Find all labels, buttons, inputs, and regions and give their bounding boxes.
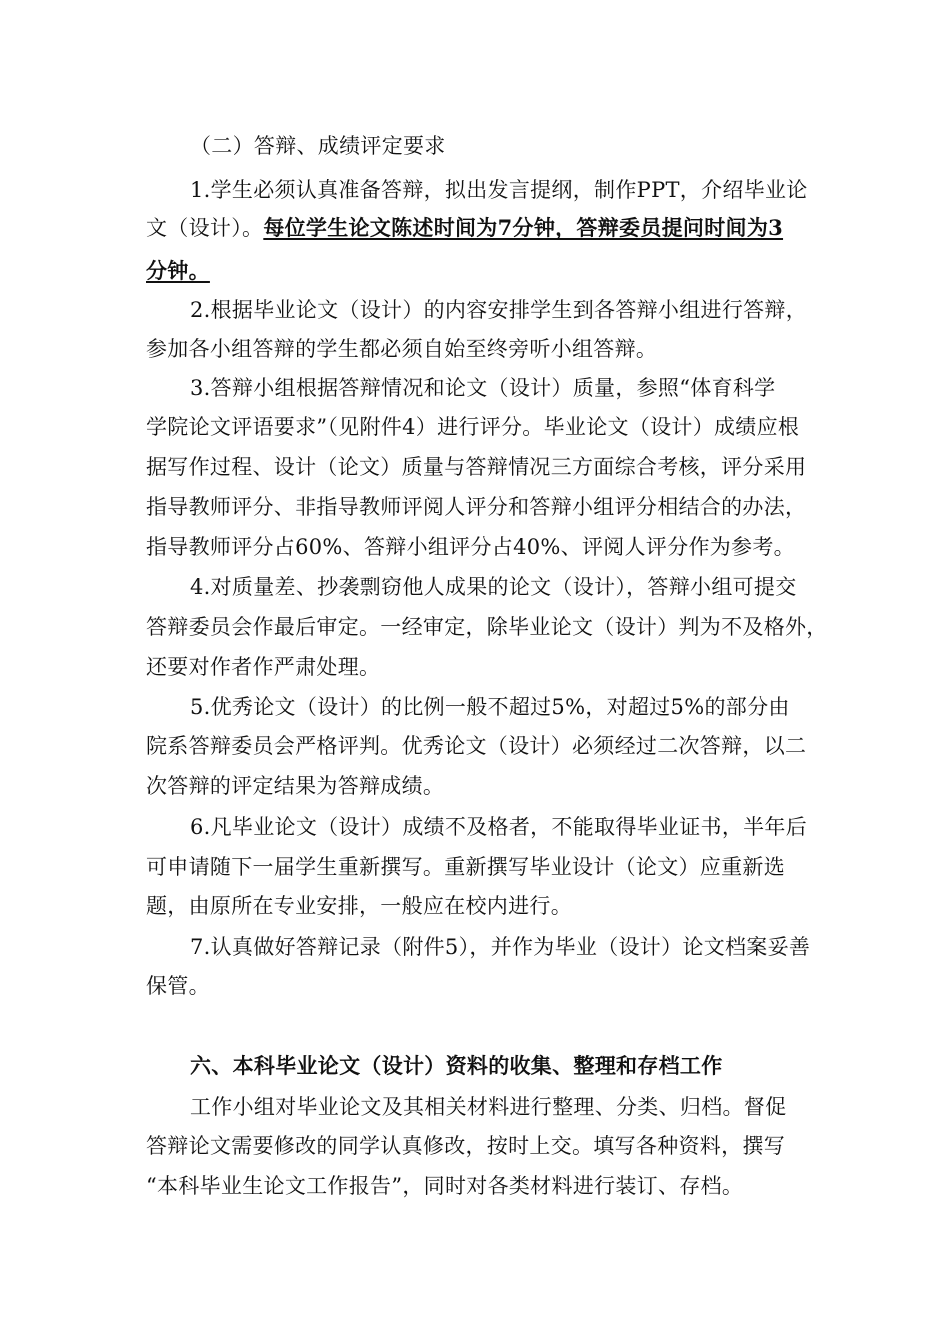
item5-line2: 院系答辩委员会严格评判。优秀论文（设计）必须经过二次答辩，以二 (146, 734, 807, 758)
item6-line2: 可申请随下一届学生重新撰写。重新撰写毕业设计（论文）应重新选 (146, 855, 785, 879)
section6-heading: 六、本科毕业论文（设计）资料的收集、整理和存档工作 (190, 1053, 723, 1078)
item2-line1: 2.根据毕业论文（设计）的内容安排学生到各答辩小组进行答辩， (190, 298, 808, 322)
item1-emphasis: 每位学生论文陈述时间为7分钟，答辩委员提问时间为3 (263, 215, 784, 240)
item4-line1: 4.对质量差、抄袭剽窃他人成果的论文（设计），答辩小组可提交 (190, 575, 797, 599)
item5-line3: 次答辩的评定结果为答辩成绩。 (146, 774, 445, 798)
item7-line2: 保管。 (146, 974, 210, 998)
item5-line1: 5.优秀论文（设计）的比例一般不超过5%，对超过5%的部分由 (190, 695, 790, 719)
item3-line1: 3.答辩小组根据答辩情况和论文（设计）质量，参照“体育科学 (190, 376, 776, 400)
item3-line5: 指导教师评分占60%、答辩小组评分占40%、评阅人评分作为参考。 (146, 535, 795, 559)
item1-line1: 1.学生必须认真准备答辩，拟出发言提纲，制作PPT，介绍毕业论 (190, 178, 808, 202)
item1-emphasis-end: 分钟。 (146, 258, 210, 283)
item7-line1: 7.认真做好答辩记录（附件5），并作为毕业（设计）论文档案妥善 (190, 935, 811, 959)
item6-line3: 题，由原所在专业安排，一般应在校内进行。 (146, 894, 572, 918)
section6-para-line3: “本科毕业生论文工作报告”，同时对各类材料进行装订、存档。 (146, 1174, 744, 1198)
item2-line2: 参加各小组答辩的学生都必须自始至终旁听小组答辩。 (146, 337, 658, 361)
item1-line2-plain: 文（设计）。 (146, 216, 264, 240)
item1-line2 (146, 213, 783, 243)
item3-line2: 学院论文评语要求”（见附件4）进行评分。毕业论文（设计）成绩应根 (146, 415, 800, 439)
item4-line3: 还要对作者作严肃处理。 (146, 655, 381, 679)
item4-line2: 答辩委员会作最后审定。一经审定，除毕业论文（设计）判为不及格外， (146, 615, 828, 639)
section6-para-line2: 答辩论文需要修改的同学认真修改，按时上交。填写各种资料，撰写 (146, 1134, 785, 1158)
item3-line4: 指导教师评分、非指导教师评阅人评分和答辩小组评分相结合的办法， (146, 495, 807, 519)
item3-line3: 据写作过程、设计（论文）质量与答辩情况三方面综合考核，评分采用 (146, 455, 807, 479)
item6-line1: 6.凡毕业论文（设计）成绩不及格者，不能取得毕业证书，半年后 (190, 815, 808, 839)
section6-para-line1: 工作小组对毕业论文及其相关材料进行整理、分类、归档。督促 (190, 1095, 787, 1119)
item1-line3 (146, 256, 210, 286)
sub-heading: （二）答辩、成绩评定要求 (190, 134, 446, 158)
